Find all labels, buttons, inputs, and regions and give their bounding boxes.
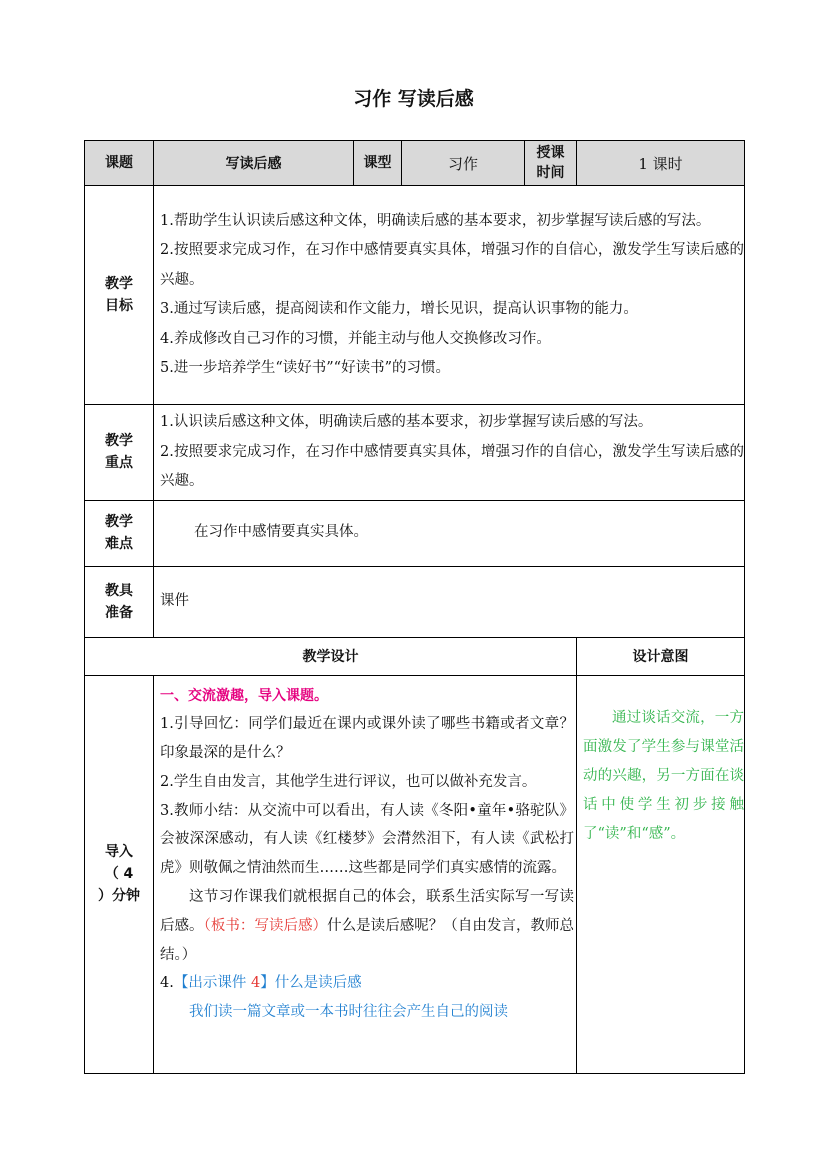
courseware-line (160, 969, 574, 998)
intro-label-line3: ）分钟 (98, 888, 140, 904)
intro-design-content (154, 675, 577, 1073)
goals-label-line1: 教学 (105, 276, 133, 292)
goal-item: 5.进一步培养学生“读好书”“好读书”的习惯。 (160, 360, 450, 376)
courseware-bracket: 】 (260, 975, 275, 992)
key-points-row (85, 405, 745, 501)
intro-label-line1: 导入 (105, 844, 133, 860)
design-paragraph (160, 883, 574, 969)
tools-content: 课件 (154, 566, 745, 637)
section-heading: 一、交流激趣，导入课题。 (160, 687, 328, 704)
goals-row (85, 186, 745, 405)
time-label (525, 141, 577, 186)
difficulty-label-line1: 教学 (105, 514, 133, 530)
design-header: 教学设计 (85, 637, 577, 675)
courseware-bracket: 【出示课件 (173, 975, 251, 992)
difficulty-label-line2: 难点 (105, 536, 133, 552)
key-point-item: 2.按照要求完成习作，在习作中感情要真实具体，增强习作的自信心，激发学生写读后感的兴趣。 (160, 443, 744, 489)
topic-label: 课题 (85, 141, 154, 186)
item-number: 4. (160, 975, 174, 992)
time-label-line2: 时间 (536, 165, 565, 181)
tools-label-line2: 准备 (105, 604, 133, 621)
time-label-line1: 授课 (536, 145, 565, 161)
goal-item: 2.按照要求完成习作，在习作中感情要真实具体，增强习作的自信心，激发学生写读后感的兴趣。 (160, 242, 744, 288)
blackboard-note: （板书：写读后感） (203, 917, 328, 934)
key-points-label (85, 405, 154, 501)
intent-paragraph: 通过谈话交流，一方面激发了学生参与课堂活动的兴趣，另一方面在谈话中使学生初步接触了“读”和“感”。 (583, 709, 744, 842)
goal-item: 4.养成修改自己习作的习惯，并能主动与他人交换修改习作。 (160, 330, 551, 347)
intro-intent-content (577, 675, 745, 1073)
difficulty-row (85, 500, 745, 566)
goal-item: 1.帮助学生认识读后感这种文体，明确读后感的基本要求，初步掌握写读后感的写法。 (160, 212, 711, 229)
courseware-number: 4 (250, 975, 261, 992)
intro-row (85, 675, 745, 1073)
design-paragraph: 1.引导回忆：同学们最近在课内或课外读了哪些书籍或者文章？印象最深的是什么？ (160, 716, 574, 762)
tools-label (85, 566, 154, 637)
design-paragraph: 3.教师小结：从交流中可以看出，有人读《冬阳•童年•骆驼队》会被深深感动，有人读《红楼梦》会潸然泪下，有人读《武松打虎》则敬佩之情油然而生……这些都是同学们真实感情的流露。 (160, 802, 574, 877)
goals-label (85, 186, 154, 405)
courseware-title: 什么是读后感 (274, 975, 362, 992)
goal-item: 3.通过写读后感，提高阅读和作文能力，增长见识，提高认识事物的能力。 (160, 301, 638, 317)
difficulty-content: 在习作中感情要真实具体。 (154, 500, 745, 566)
design-paragraph: 2.学生自由发言，其他学生进行评议，也可以做补充发言。 (160, 773, 537, 790)
key-points-label-line2: 重点 (105, 455, 133, 472)
tools-label-line1: 教具 (105, 582, 133, 599)
type-label: 课型 (354, 141, 402, 186)
header-row (85, 141, 745, 186)
goals-label-line2: 目标 (105, 298, 133, 314)
intro-label (85, 675, 154, 1073)
intro-label-line2: （ 4 (104, 866, 134, 882)
type-value: 习作 (402, 141, 525, 186)
lesson-plan-table (84, 140, 745, 1074)
goals-content (154, 186, 745, 405)
difficulty-label (85, 500, 154, 566)
paragraph-text: 这节习作课我们就根据自己的体会，联系生活实际写一写读后感。 (160, 889, 574, 934)
page-title: 习作 写读后感 (353, 88, 474, 110)
tools-row (85, 566, 745, 637)
key-point-item: 1.认识读后感这种文体，明确读后感的基本要求，初步掌握写读后感的写法。 (160, 414, 653, 430)
intent-header: 设计意图 (577, 637, 745, 675)
topic-value: 写读后感 (154, 141, 354, 186)
key-points-label-line1: 教学 (105, 433, 133, 450)
paragraph-text: 什么是读后感呢？（自由发言，教师总结。） (160, 917, 575, 963)
key-points-content (154, 405, 745, 501)
section-header-row (85, 637, 745, 675)
design-paragraph: 我们读一篇文章或一本书时往往会产生自己的阅读 (189, 1004, 508, 1021)
time-value: 1 课时 (577, 141, 745, 186)
